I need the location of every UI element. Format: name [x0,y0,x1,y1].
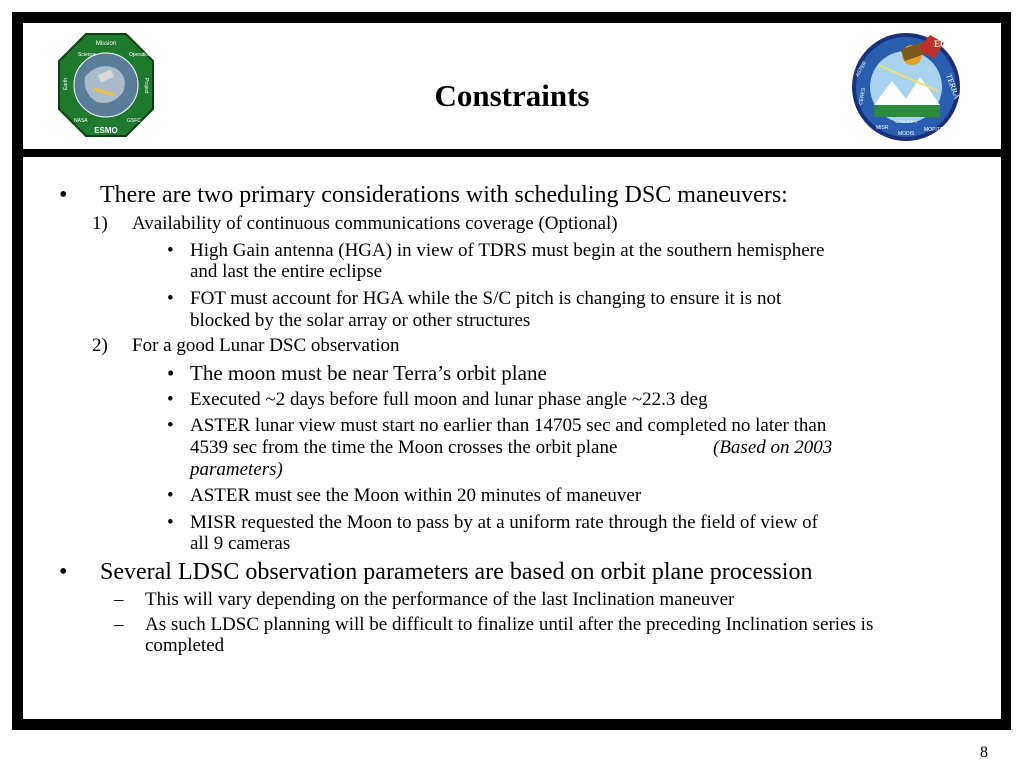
sub-bullet-marker: • [167,512,174,533]
item-2-sub-3-note-b: parameters) [190,459,283,480]
item-2-sub-5-line-2: all 9 cameras [190,533,291,554]
item-2-sub-4: ASTER must see the Moon within 20 minutes of maneuver [190,485,642,506]
item-1-sub-1-line-2: and last the entire eclipse [190,261,383,282]
sub-bullet-marker: • [167,389,174,410]
terra-eos-text: EOS [934,39,953,49]
terra-mopitt-text: MOPITT [924,127,943,133]
esmo-gsfc-text: GSFC [127,118,141,124]
terra-modis-text: MODIS [898,131,915,137]
item-2-sub-2: Executed ~2 days before full moon and lunar phase angle ~22.3 deg [190,389,708,410]
dash-marker: – [114,589,124,610]
terra-center-text: NASA GSFC [894,119,918,124]
sub-bullet-marker: • [167,415,174,436]
bullet-1-text: There are two primary considerations with scheduling DSC maneuvers: [100,182,788,208]
bullet-2-dash-2-line-1: As such LDSC planning will be difficult to finalize until after the preceding Inclination series is [145,614,874,635]
terra-aster-text: ASTER [854,60,869,78]
page-number: 8 [980,744,988,761]
item-1-sub-2-line-2: blocked by the solar array or other structures [190,310,531,331]
item-2-sub-3-line-1: ASTER lunar view must start no earlier than 14705 sec and completed no later than [190,415,827,436]
esmo-nasa-text: NASA [74,118,88,124]
esmo-ring-mission: Mission [95,41,117,47]
bullet-2-dash-2-line-2: completed [145,635,225,656]
terra-misr-text: MISR [876,125,889,131]
esmo-ring-operations: Operations [129,52,154,58]
item-1-sub-2-line-1: FOT must account for HGA while the S/C pitch is changing to ensure it is not [190,288,782,309]
item-2-sub-1: The moon must be near Terra’s orbit plane [190,361,547,385]
terra-ceres-text: CERES [858,87,867,106]
bullet-2-dash-1: This will vary depending on the performance of the last Inclination maneuver [145,589,735,610]
esmo-ring-earth: Earth [63,78,69,90]
sub-bullet-marker: • [167,361,175,385]
item-2-text: For a good Lunar DSC observation [132,335,400,356]
slide-title: Constraints [434,78,590,113]
content-panel [23,157,1001,719]
bullet-2-text: Several LDSC observation parameters are based on orbit plane procession [100,559,813,585]
sub-bullet-marker: • [167,288,174,309]
item-1-sub-1-line-1: High Gain antenna (HGA) in view of TDRS must begin at the southern hemisphere [190,240,825,261]
terra-side-text: TERRA [944,72,962,101]
item-1-text: Availability of continuous communications coverage (Optional) [132,213,618,234]
esmo-ring-project: Project [143,78,149,94]
bullet-marker: • [59,182,68,208]
item-2-sub-5-line-1: MISR requested the Moon to pass by at a uniform rate through the field of view of [190,512,818,533]
item-2-sub-3-note-a: (Based on 2003 [713,437,833,458]
sub-bullet-marker: • [167,240,174,261]
sub-bullet-marker: • [167,485,174,506]
bullet-marker: • [59,559,68,585]
esmo-label: ESMO [94,126,118,135]
item-2-sub-3-line-2: 4539 sec from the time the Moon crosses the orbit plane [190,437,618,458]
item-1-number: 1) [92,213,108,234]
dash-marker: – [114,614,124,635]
esmo-ring-science: Science [78,52,96,58]
item-2-number: 2) [92,335,108,356]
